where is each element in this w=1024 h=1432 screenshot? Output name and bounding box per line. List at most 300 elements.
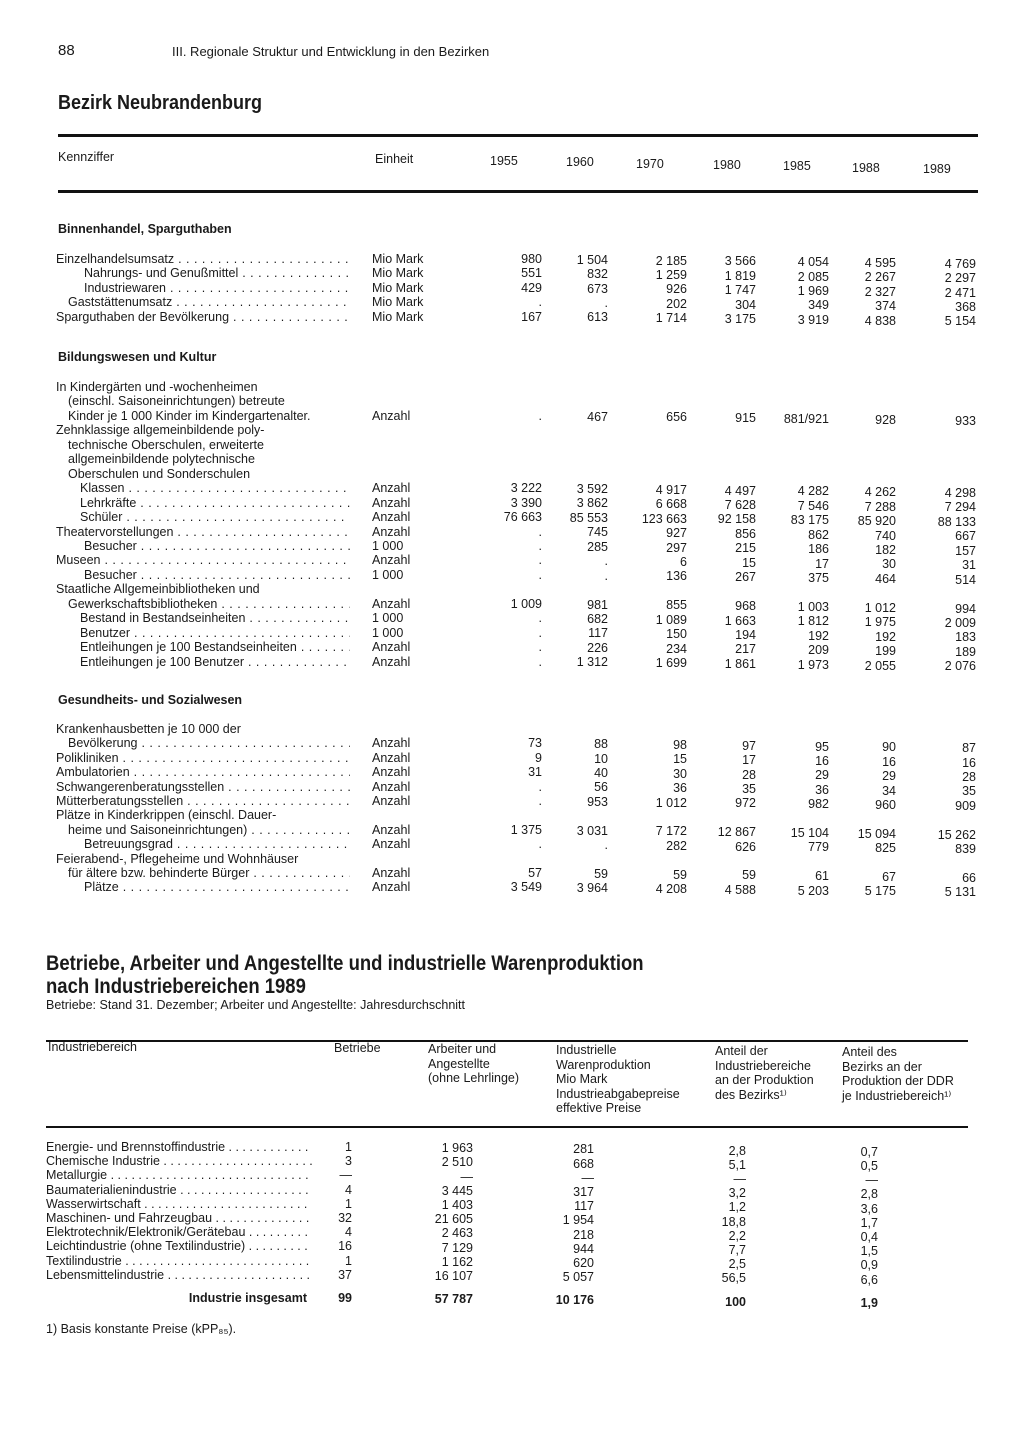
row-value: . <box>538 538 542 553</box>
row-value: 85 920 <box>857 514 896 529</box>
row-label: Wasserwirtschaft . . . <box>46 1197 312 1211</box>
row-value: 29 <box>815 768 829 783</box>
row-value: . <box>538 779 542 794</box>
row-value: 613 <box>587 310 608 325</box>
header-line: (ohne Lehrlinge) <box>428 1071 520 1085</box>
table-row <box>0 438 1024 453</box>
row-unit: Mio Mark <box>372 252 424 266</box>
row-value: 226 <box>587 640 608 655</box>
table-row <box>0 295 1024 314</box>
row-value: 1 819 <box>724 268 756 283</box>
row-value: 740 <box>875 528 896 543</box>
table2-header-rule <box>46 1126 968 1128</box>
row-value: 3 <box>345 1154 352 1169</box>
row-value: 3 222 <box>510 481 542 496</box>
row-unit: Anzahl <box>372 524 411 539</box>
row-value: — <box>339 1168 352 1183</box>
row-unit: Anzahl <box>372 837 411 852</box>
row-value: 1 969 <box>797 283 829 298</box>
row-unit: Anzahl <box>372 822 411 837</box>
row-value: 66 <box>962 870 976 885</box>
row-unit: 1 000 <box>372 611 404 626</box>
row-label: Staatliche Allgemeinbibliotheken und <box>56 582 260 597</box>
row-value: 15 104 <box>790 825 829 840</box>
row-value: 3 445 <box>441 1183 473 1198</box>
total-value: 99 <box>338 1291 352 1305</box>
row-value: 282 <box>666 838 687 853</box>
table-row <box>0 1253 1024 1273</box>
row-label: Plätze in Kinderkrippen (einschl. Dauer- <box>56 808 277 823</box>
row-value: 117 <box>588 626 608 641</box>
row-unit: Mio Mark <box>372 266 424 281</box>
row-value: 4 838 <box>864 313 896 328</box>
row-value: 88 133 <box>937 514 976 529</box>
row-value: 4 282 <box>797 484 829 499</box>
row-value: 9 <box>535 750 542 765</box>
row-value: 88 <box>594 737 608 752</box>
row-value: . <box>604 295 608 310</box>
row-value: 2 267 <box>864 270 896 285</box>
row-value: 7 288 <box>864 499 896 514</box>
row-value: 1 <box>345 1253 352 1268</box>
row-value: 668 <box>573 1156 594 1171</box>
row-value: 73 <box>528 736 542 751</box>
running-head: III. Regionale Struktur und Entwicklung in den Bezirken <box>172 44 490 59</box>
row-value: 968 <box>735 599 756 614</box>
row-value: 2 327 <box>864 284 896 299</box>
row-label: Gaststättenumsatz . . . <box>68 295 350 309</box>
table2-title-line1: Betriebe, Arbeiter und Angestellte und industrielle Warenproduktion <box>46 952 644 975</box>
row-label: In Kindergärten und -wochenheimen <box>56 380 258 394</box>
row-value: 1 975 <box>864 615 896 630</box>
row-label: Einzelhandelsumsatz . . . <box>56 252 350 266</box>
row-value: 982 <box>808 797 829 812</box>
row-value: 2,8 <box>860 1187 878 1202</box>
row-value: 2 185 <box>655 253 687 268</box>
table-row <box>0 822 1024 842</box>
row-value: 467 <box>587 409 608 424</box>
row-value: . <box>538 625 542 640</box>
table-row <box>0 852 1024 867</box>
total-value: 57 787 <box>434 1292 473 1307</box>
table-row <box>0 280 1024 300</box>
row-label: Oberschulen und Sonderschulen <box>68 466 251 481</box>
row-value: 7,7 <box>728 1242 746 1257</box>
row-value: 980 <box>521 252 542 266</box>
row-value: 953 <box>587 794 608 809</box>
row-unit: Mio Mark <box>372 309 424 324</box>
table-row <box>0 1140 1024 1159</box>
row-value: 1 714 <box>655 311 687 326</box>
row-value: 36 <box>815 782 829 797</box>
row-value: 3 566 <box>724 254 756 269</box>
row-value: 2,2 <box>728 1228 746 1243</box>
table2-title-line2: nach Industriebereichen 1989 <box>46 975 306 998</box>
row-value: . <box>538 794 542 808</box>
row-value: . <box>604 837 608 852</box>
header-line: an der Produktion <box>715 1073 814 1087</box>
table-row <box>0 1154 1024 1173</box>
row-unit: Anzahl <box>372 750 411 765</box>
row-value: 5 154 <box>944 314 976 329</box>
row-value: 1 973 <box>797 657 829 672</box>
row-label: Feierabend-, Pflegeheime und Wohnhäuser <box>56 851 299 866</box>
row-value: 4 497 <box>724 483 756 498</box>
row-value: 209 <box>808 643 829 658</box>
row-value: 3 964 <box>576 881 608 896</box>
header-line: Warenproduktion <box>556 1057 651 1072</box>
row-value: 994 <box>955 601 976 616</box>
row-value: 926 <box>666 282 687 297</box>
table-row <box>0 837 1024 856</box>
header-line: Arbeiter und <box>428 1042 497 1056</box>
table-row <box>0 524 1024 544</box>
row-value: 1,7 <box>860 1215 878 1230</box>
header-line: Industrielle <box>556 1043 617 1057</box>
row-label: Museen . . . <box>56 553 350 567</box>
row-value: 285 <box>587 539 608 554</box>
row-value: 745 <box>587 525 608 540</box>
row-value: 1 012 <box>655 795 687 810</box>
row-value: 29 <box>882 769 896 784</box>
col-header-year: 1989 <box>923 161 951 176</box>
row-value: 304 <box>735 297 756 312</box>
row-value: 1 312 <box>576 655 608 670</box>
row-value: 5,1 <box>728 1157 746 1172</box>
row-label: Metallurgie . . . <box>46 1168 312 1182</box>
row-value: 32 <box>338 1211 352 1225</box>
row-value: 7 628 <box>724 497 756 512</box>
table-row <box>0 1267 1024 1287</box>
table2-col-header <box>842 1045 954 1103</box>
row-value: 28 <box>962 769 976 784</box>
table1-header-rule <box>58 190 978 193</box>
row-value: 981 <box>587 597 608 612</box>
row-value: 16 <box>882 754 896 769</box>
row-value: 368 <box>955 299 976 314</box>
header-line: Mio Mark <box>556 1072 608 1086</box>
row-label: Kinder je 1 000 Kinder im Kindergartenalter. <box>68 408 311 423</box>
table2-col-header: Industriebereich <box>48 1040 137 1054</box>
row-label: Lebensmittelindustrie . . . <box>46 1268 312 1282</box>
row-value: 40 <box>594 765 608 780</box>
table-row <box>0 779 1024 799</box>
row-value: 30 <box>673 766 687 781</box>
row-value: 59 <box>673 867 687 882</box>
table-row <box>0 722 1024 737</box>
row-value: 217 <box>735 642 756 657</box>
row-label: Chemische Industrie . . . <box>46 1154 312 1168</box>
col-header-year: 1960 <box>566 155 594 170</box>
row-label: Bevölkerung . . . <box>68 736 350 750</box>
row-value: 97 <box>742 738 756 753</box>
row-label: (einschl. Saisoneinrichtungen) betreute <box>68 394 285 409</box>
table2-col-header: Betriebe <box>334 1041 381 1055</box>
row-value: 464 <box>875 571 896 586</box>
row-unit: Anzahl <box>372 640 411 655</box>
col-header-kennziffer: Kennziffer <box>58 150 115 164</box>
table-row <box>0 611 1024 630</box>
table-row <box>0 567 1024 587</box>
row-value: 5 175 <box>864 884 896 899</box>
row-label: Energie- und Brennstoffindustrie . . . <box>46 1140 312 1154</box>
col-header-year: 1970 <box>636 156 664 171</box>
row-value: 95 <box>815 739 829 754</box>
col-header-year: 1955 <box>490 154 518 168</box>
row-unit: 1 000 <box>372 625 404 640</box>
row-value: 16 <box>338 1239 352 1254</box>
row-value: 4 <box>345 1225 352 1240</box>
row-label: Maschinen- und Fahrzeugbau . . . <box>46 1211 312 1225</box>
row-value: 1,5 <box>860 1244 878 1259</box>
row-value: 59 <box>594 866 608 881</box>
row-value: 15 <box>673 752 687 767</box>
row-value: 7 294 <box>944 500 976 515</box>
row-value: 915 <box>735 411 756 426</box>
row-value: 297 <box>666 540 687 555</box>
row-value: 57 <box>528 866 542 880</box>
row-unit: Anzahl <box>372 765 411 780</box>
row-value: 3 031 <box>576 823 608 838</box>
row-value: 4 054 <box>797 255 829 270</box>
table-row <box>0 1182 1024 1202</box>
row-value: 317 <box>573 1184 594 1199</box>
row-value: 157 <box>955 543 976 558</box>
row-label: Baumaterialienindustrie . . . <box>46 1183 312 1197</box>
row-value: 2 009 <box>944 615 976 630</box>
row-unit: Anzahl <box>372 553 411 568</box>
row-value: 375 <box>808 571 829 586</box>
row-value: 28 <box>742 767 756 782</box>
row-value: 972 <box>735 796 756 811</box>
row-value: 0,4 <box>860 1229 878 1244</box>
row-value: 36 <box>673 781 687 796</box>
row-label: technische Oberschulen, erweiterte <box>68 437 264 452</box>
row-value: 779 <box>808 840 829 855</box>
row-value: 856 <box>735 526 756 541</box>
table-row <box>0 1168 1024 1188</box>
table-row <box>0 880 1024 900</box>
header-line: Bezirks an der <box>842 1059 922 1074</box>
row-label: Besucher . . . <box>84 539 350 553</box>
row-value: 5 131 <box>944 885 976 900</box>
row-value: 1 012 <box>864 600 896 615</box>
row-value: 2 471 <box>944 285 976 300</box>
row-label: Gewerkschaftsbibliotheken . . . <box>68 597 350 611</box>
row-value: 2 085 <box>797 269 829 284</box>
row-value: 3 175 <box>724 311 756 326</box>
row-value: 0,9 <box>860 1258 878 1273</box>
row-value: 194 <box>735 628 756 643</box>
row-value: . <box>538 640 542 655</box>
row-value: 1 403 <box>441 1197 473 1212</box>
row-label: Textilindustrie . . . <box>46 1254 312 1268</box>
table2-col-header <box>428 1042 519 1086</box>
row-value: 59 <box>742 868 756 883</box>
row-value: 183 <box>955 630 976 645</box>
row-value: 16 <box>815 753 829 768</box>
row-value: 17 <box>742 753 756 768</box>
row-value: 1 259 <box>655 267 687 282</box>
row-value: 2,5 <box>728 1257 746 1272</box>
section-title: Gesundheits- und Sozialwesen <box>58 693 243 707</box>
row-value: . <box>538 408 542 423</box>
table-row <box>0 765 1024 784</box>
row-value: 31 <box>962 558 976 573</box>
row-value: 2 510 <box>441 1155 473 1170</box>
row-unit: Anzahl <box>372 510 411 525</box>
header-line: Anteil der <box>715 1044 768 1058</box>
row-value: 832 <box>587 267 608 282</box>
row-value: 825 <box>875 841 896 856</box>
table-row <box>0 794 1024 813</box>
page-number: 88 <box>58 42 75 59</box>
row-value: — <box>581 1170 594 1185</box>
table-row <box>0 654 1024 674</box>
row-label: Betreuungsgrad . . . <box>84 837 350 851</box>
table2-title <box>46 952 680 998</box>
row-value: 1 375 <box>510 822 542 837</box>
row-value: 83 175 <box>790 513 829 528</box>
row-value: 61 <box>815 869 829 884</box>
table-row <box>0 596 1024 616</box>
row-value: 98 <box>673 737 687 752</box>
page-title: Bezirk Neubrandenburg <box>58 92 263 114</box>
row-value: 5 057 <box>562 1270 594 1285</box>
row-value: 3 390 <box>510 495 542 510</box>
row-value: 16 <box>962 755 976 770</box>
row-unit: 1 000 <box>372 567 404 582</box>
row-value: 2 076 <box>944 659 976 674</box>
row-value: . <box>538 524 542 539</box>
row-value: 150 <box>666 627 687 642</box>
table-row <box>0 452 1024 467</box>
table-row <box>0 266 1024 286</box>
row-value: 673 <box>587 281 608 296</box>
row-value: 927 <box>666 526 687 541</box>
row-value: 6,6 <box>860 1272 878 1287</box>
header-line: Produktion der DDR <box>842 1074 954 1088</box>
row-value: 3 549 <box>510 880 542 895</box>
table-row <box>0 640 1024 659</box>
table-row <box>0 467 1024 482</box>
table-row <box>0 808 1024 823</box>
total-row <box>0 1291 1024 1310</box>
row-label: allgemeinbildende polytechnische <box>68 452 255 467</box>
row-label: Leichtindustrie (ohne Textilindustrie) . . . <box>46 1239 312 1253</box>
row-value: 215 <box>735 541 756 556</box>
row-unit: Anzahl <box>372 880 411 895</box>
row-value: 202 <box>666 296 687 311</box>
row-value: 199 <box>875 644 896 659</box>
row-value: 67 <box>882 870 896 884</box>
table-row <box>0 1196 1024 1216</box>
row-value: 1 504 <box>576 252 608 267</box>
row-value: 3,2 <box>728 1186 746 1201</box>
row-value: — <box>733 1171 746 1186</box>
row-value: 117 <box>574 1199 594 1214</box>
row-value: 349 <box>808 298 829 313</box>
row-value: 1 009 <box>510 596 542 611</box>
row-value: 90 <box>882 740 896 755</box>
row-value: 4 917 <box>655 482 687 497</box>
row-value: 2,8 <box>728 1143 746 1158</box>
row-value: 4 588 <box>724 882 756 897</box>
row-value: 85 553 <box>569 510 608 525</box>
row-value: . <box>538 553 542 568</box>
footnote: 1) Basis konstante Preise (kPP₈₅). <box>46 1322 237 1336</box>
row-label: Industriewaren . . . <box>84 281 350 295</box>
table-row <box>0 736 1024 756</box>
table2-subtitle: Betriebe: Stand 31. Dezember; Arbeiter und Angestellte: Jahresdurchschnitt <box>46 998 465 1012</box>
row-value: 30 <box>882 557 896 572</box>
row-value: 6 668 <box>655 497 687 512</box>
row-unit: 1 000 <box>372 538 404 553</box>
header-line: Angestellte <box>428 1056 490 1071</box>
row-label: Zehnklassige allgemeinbildende poly- <box>56 423 265 438</box>
row-value: 6 <box>680 554 687 569</box>
row-label: Besucher . . . <box>84 568 350 582</box>
row-label: Mütterberatungsstellen . . . <box>56 794 350 808</box>
row-value: 1 747 <box>724 283 756 298</box>
row-value: . <box>604 554 608 569</box>
row-label: Sparguthaben der Bevölkerung . . . <box>56 310 350 324</box>
row-label: Theatervorstellungen . . . <box>56 525 350 539</box>
row-value: 1 <box>345 1140 352 1154</box>
row-label: Klassen . . . <box>80 481 350 495</box>
row-unit: Anzahl <box>372 596 411 611</box>
row-value: 15 094 <box>857 826 896 841</box>
row-value: 374 <box>875 299 896 314</box>
row-value: 16 107 <box>434 1268 473 1283</box>
row-value: 192 <box>808 628 829 643</box>
row-value: 855 <box>666 598 687 613</box>
row-value: 4 769 <box>944 256 976 271</box>
row-value: 862 <box>808 527 829 542</box>
row-value: 881/921 <box>783 412 829 427</box>
row-unit: Anzahl <box>372 495 411 510</box>
row-value: 167 <box>521 309 542 324</box>
row-value: 17 <box>815 556 829 571</box>
col-header-year: 1988 <box>852 160 880 175</box>
row-value: 37 <box>338 1267 352 1282</box>
row-label: Nahrungs- und Genußmittel . . . <box>84 266 350 280</box>
header-line: effektive Preise <box>556 1101 642 1115</box>
row-value: 667 <box>955 529 976 544</box>
table-row <box>0 408 1024 428</box>
row-value: 1 003 <box>797 599 829 614</box>
row-value: 56,5 <box>721 1271 746 1286</box>
table-row <box>0 380 1024 395</box>
table1-top-rule <box>58 134 978 137</box>
total-value: 100 <box>725 1294 746 1309</box>
row-value: 1 963 <box>441 1141 473 1156</box>
col-header-year: 1985 <box>783 159 811 174</box>
row-value: 5 203 <box>797 883 829 898</box>
table-row <box>0 538 1024 558</box>
row-value: 7 546 <box>797 498 829 513</box>
row-unit: Mio Mark <box>372 295 424 310</box>
header-line: Industriebereiche <box>715 1058 811 1073</box>
row-value: . <box>604 568 608 583</box>
row-value: 15 <box>742 555 756 570</box>
row-unit: Anzahl <box>372 866 411 880</box>
row-unit: Anzahl <box>372 408 411 423</box>
total-value: 10 176 <box>555 1293 594 1308</box>
row-value: 34 <box>882 783 896 798</box>
row-value: 218 <box>573 1227 594 1242</box>
row-value: — <box>865 1173 878 1188</box>
